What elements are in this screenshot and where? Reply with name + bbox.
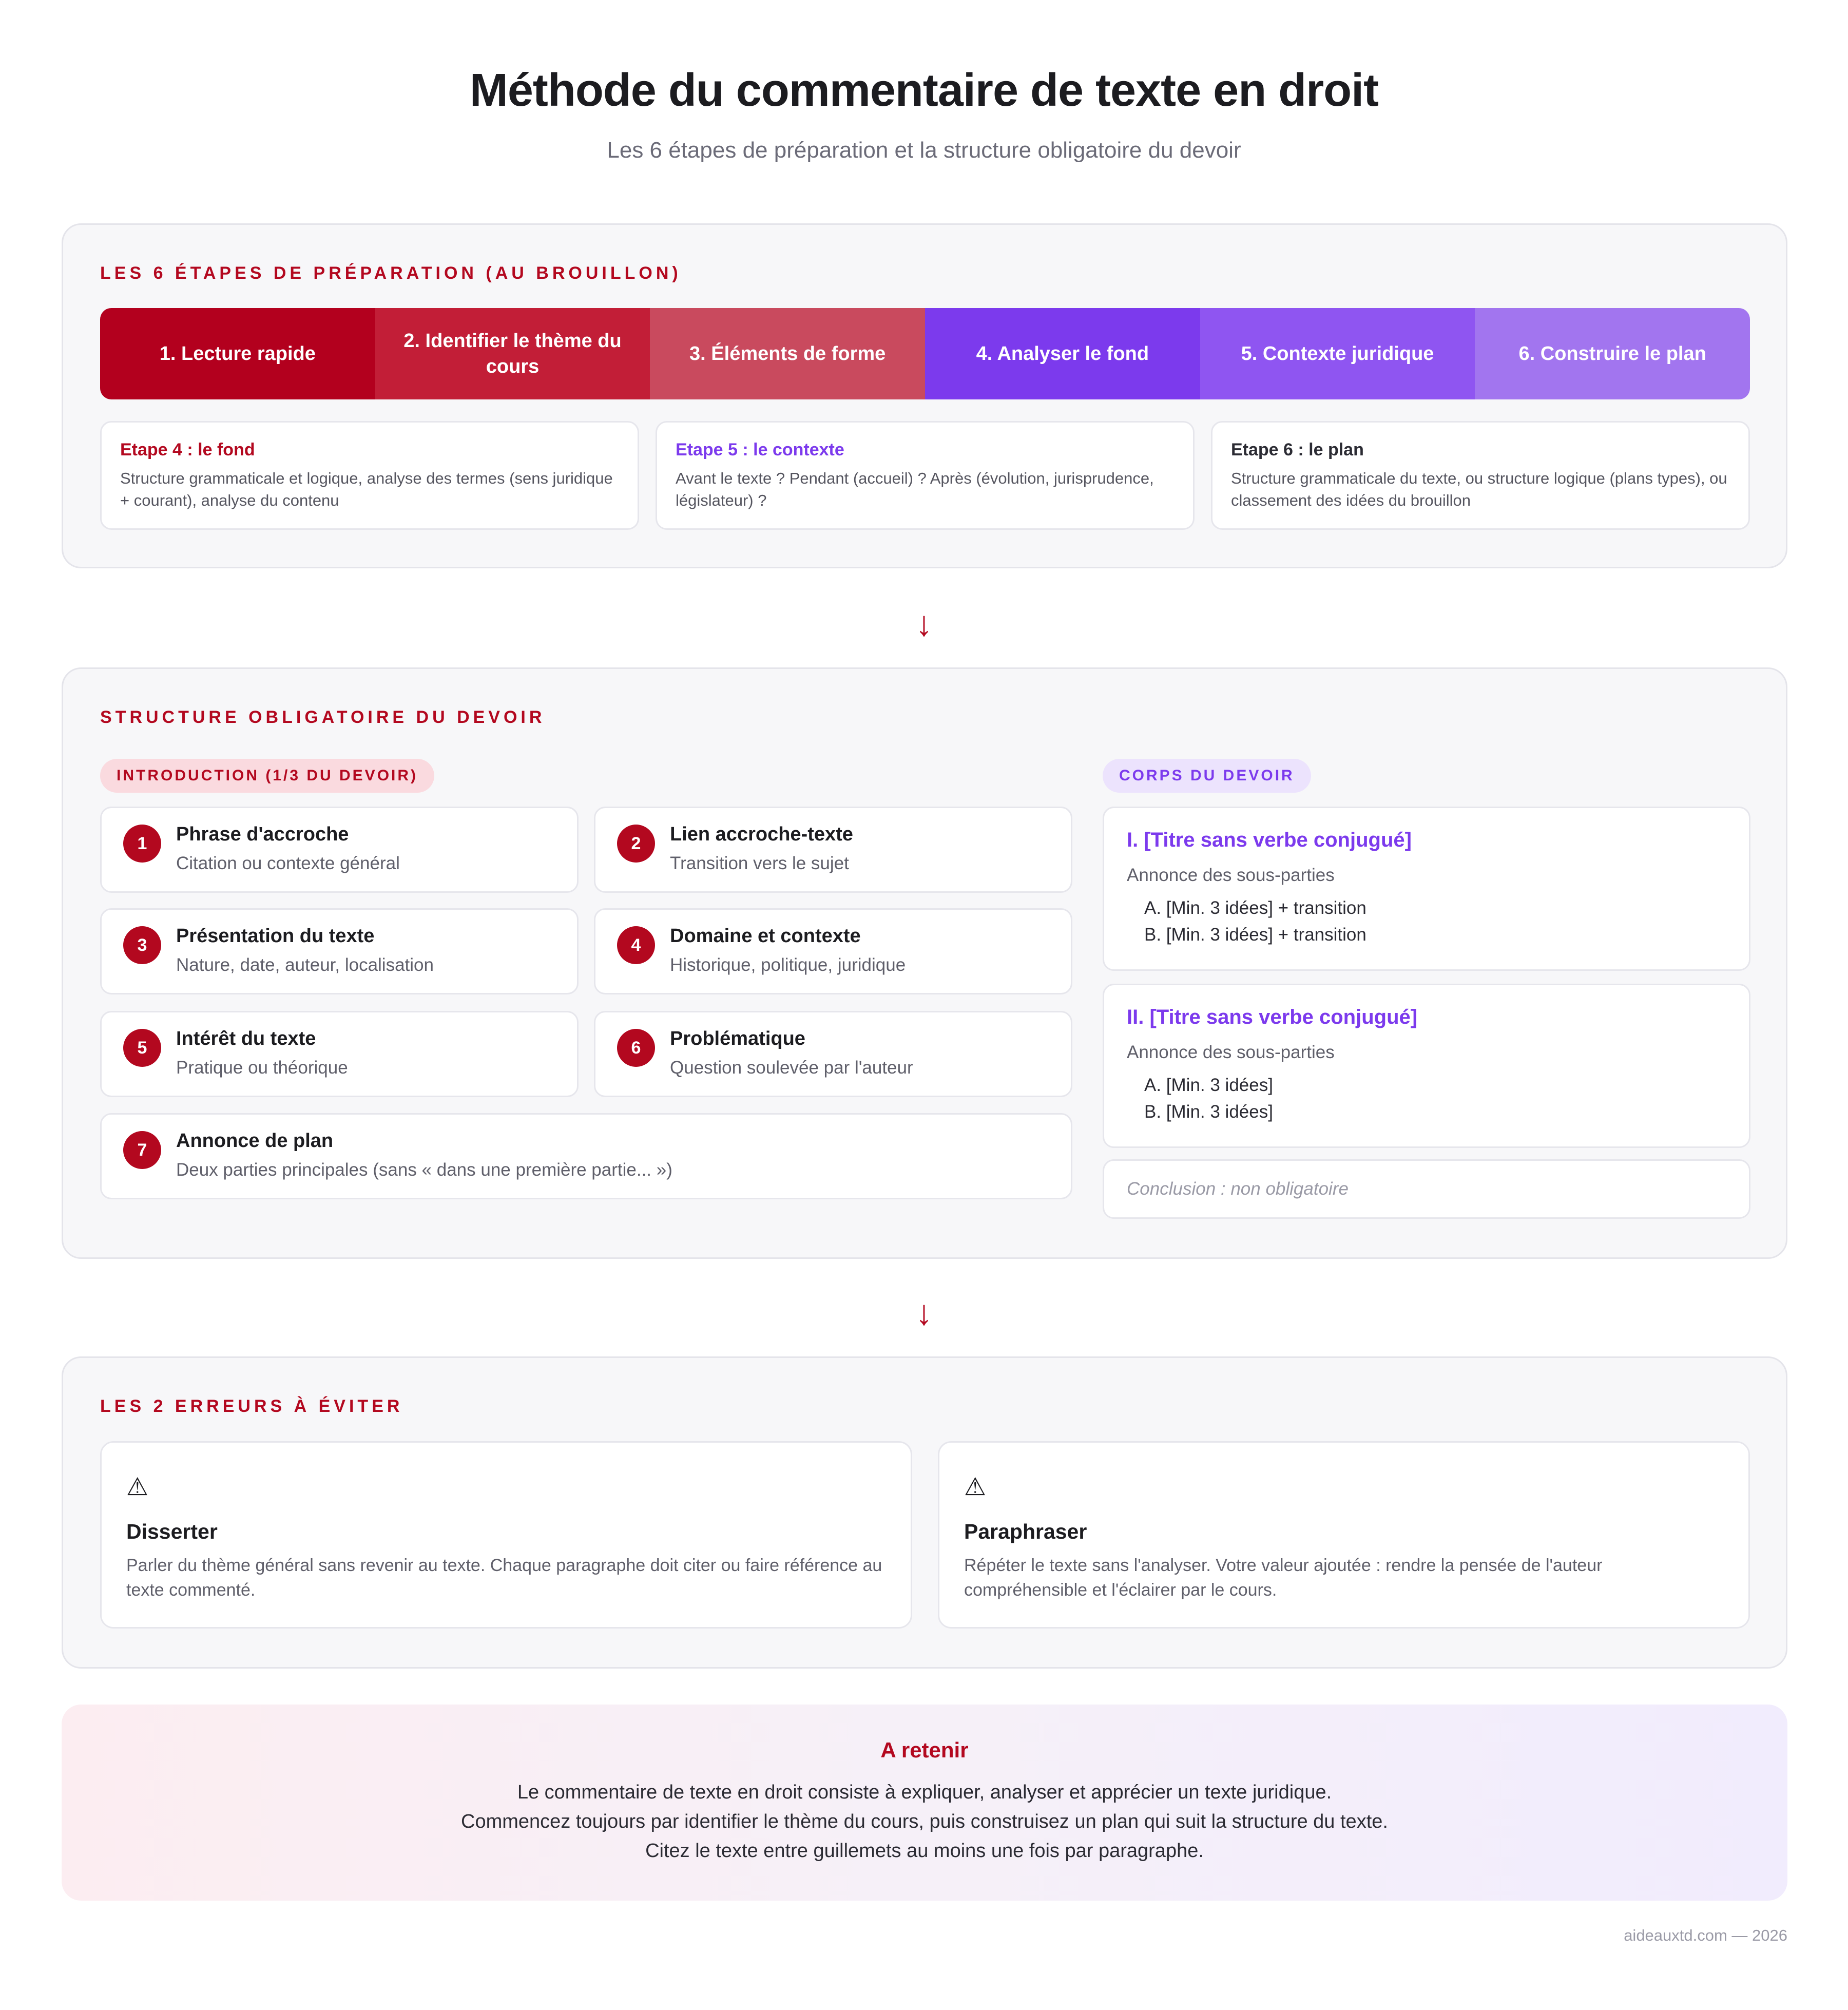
detail-title: Etape 5 : le contexte [676,440,844,460]
intro-item [594,807,1072,893]
errors-label: LES 2 ERREURS À ÉVITER [100,1396,403,1416]
body-pill: CORPS DU DEVOIR [1103,759,1311,793]
page-subtitle: Les 6 étapes de préparation et la structure obligatoire du devoir [607,138,1241,163]
detail-card-contexte [656,421,1195,530]
intro-item-title: Phrase d'accroche [176,824,349,845]
intro-item-desc: Deux parties principales (sans « dans une première partie... ») [176,1160,672,1180]
step-5: 5. Contexte juridique [1200,308,1475,399]
intro-item-title: Présentation du texte [176,925,375,947]
intro-item-desc: Citation ou contexte général [176,853,400,873]
step-4: 4. Analyser le fond [925,308,1200,399]
structure-label: STRUCTURE OBLIGATOIRE DU DEVOIR [100,707,546,727]
intro-item [100,807,579,893]
warning-icon: ⚠ [126,1473,149,1501]
part-item: A. [Min. 3 idées] + transition [1144,898,1366,918]
preparation-section [62,223,1787,568]
part-subtitle: Annonce des sous-parties [1127,865,1335,885]
body-part-card [1103,984,1750,1148]
error-title: Disserter [126,1520,218,1543]
detail-text: Structure grammaticale du texte, ou structure logique (plans types), ou classement des idées du brouillon [1231,469,1727,509]
intro-item-desc: Pratique ou théorique [176,1058,348,1078]
step-number: 6 [617,1029,655,1067]
part-title: II. [Titre sans verbe conjugué] [1127,1006,1418,1028]
arrow-down-icon: ↓ [915,1293,933,1332]
error-text: Répéter le texte sans l'analyser. Votre valeur ajoutée : rendre la pensée de l'auteur compréhensible et l'éclairer par le cours. [964,1556,1603,1600]
warning-icon: ⚠ [964,1473,987,1501]
error-card [938,1441,1750,1629]
errors-section [62,1356,1787,1669]
step-number: 3 [123,926,161,964]
part-subtitle: Annonce des sous-parties [1127,1042,1335,1062]
intro-item [100,1113,1072,1199]
intro-item [100,908,579,994]
detail-card-fond [100,421,639,530]
intro-item-desc: Nature, date, auteur, localisation [176,955,434,975]
detail-text: Avant le texte ? Pendant (accueil) ? Après (évolution, jurisprudence, législateur) ? [676,469,1154,509]
part-item: A. [Min. 3 idées] [1144,1075,1273,1095]
part-item: B. [Min. 3 idées] [1144,1102,1273,1122]
key-takeaway [62,1705,1787,1901]
intro-item [594,1011,1072,1097]
part-title: I. [Titre sans verbe conjugué] [1127,829,1412,851]
detail-card-plan [1211,421,1750,530]
detail-title: Etape 6 : le plan [1231,440,1364,460]
step-number: 4 [617,926,655,964]
takeaway-title: A retenir [880,1738,969,1762]
intro-item-title: Annonce de plan [176,1130,334,1152]
step-number: 2 [617,825,655,863]
arrow-down-icon: ↓ [915,604,933,643]
intro-item [594,908,1072,994]
takeaway-line: Le commentaire de texte en droit consiste à expliquer, analyser et apprécier un texte juridique. [517,1782,1332,1803]
step-number: 1 [123,825,161,863]
conclusion-card: Conclusion : non obligatoire [1103,1159,1750,1219]
intro-item-title: Intérêt du texte [176,1028,316,1049]
error-title: Paraphraser [964,1520,1087,1543]
intro-item-title: Lien accroche-texte [670,824,853,845]
step-number: 5 [123,1029,161,1067]
error-card [100,1441,912,1629]
detail-title: Etape 4 : le fond [120,440,255,460]
intro-item-desc: Historique, politique, juridique [670,955,906,975]
intro-item-desc: Transition vers le sujet [670,853,849,873]
structure-section [62,667,1787,1259]
intro-item-desc: Question soulevée par l'auteur [670,1058,913,1078]
error-text: Parler du thème général sans revenir au texte. Chaque paragraphe doit citer ou faire référence au texte commenté. [126,1556,882,1600]
intro-item-title: Problématique [670,1028,805,1049]
detail-text: Structure grammaticale et logique, analyse des termes (sens juridique + courant), analyse du contenu [120,469,613,509]
intro-item-title: Domaine et contexte [670,925,861,947]
body-part-card [1103,807,1750,971]
page-title: Méthode du commentaire de texte en droit [469,65,1379,116]
takeaway-line: Citez le texte entre guillemets au moins une fois par paragraphe. [645,1840,1204,1862]
step-6: 6. Construire le plan [1475,308,1750,399]
footer-credit: aideauxtd.com — 2026 [1624,1926,1787,1944]
introduction-pill: INTRODUCTION (1/3 DU DEVOIR) [100,759,434,793]
steps-band [100,308,1750,399]
intro-item [100,1011,579,1097]
step-number: 7 [123,1131,161,1169]
step-3: 3. Éléments de forme [650,308,925,399]
takeaway-line: Commencez toujours par identifier le thème du cours, puis construisez un plan qui suit la structure du texte. [461,1811,1388,1832]
step-2: 2. Identifier le thème du cours [375,308,650,399]
preparation-label: LES 6 ÉTAPES DE PRÉPARATION (AU BROUILLON) [100,263,682,283]
part-item: B. [Min. 3 idées] + transition [1144,925,1366,945]
step-1: 1. Lecture rapide [100,308,375,399]
